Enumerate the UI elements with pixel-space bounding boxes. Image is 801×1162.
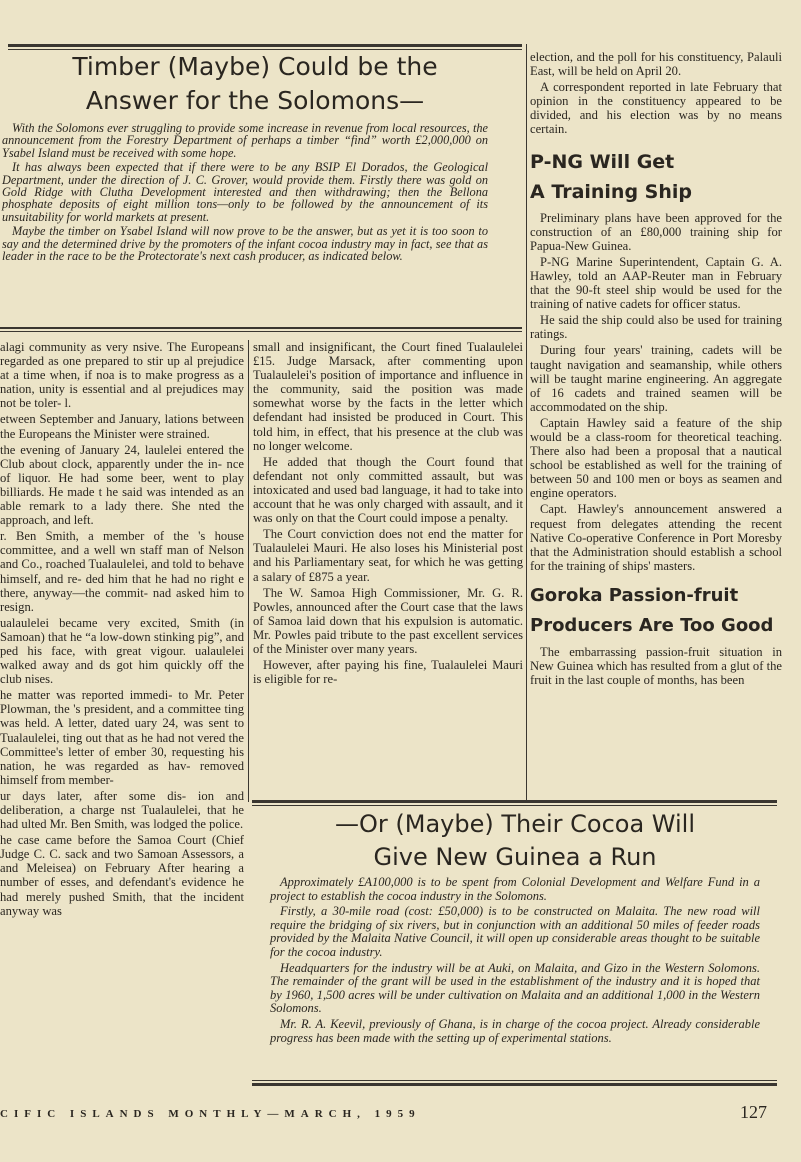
samoa-paragraph: etween September and January, lations between the Europeans the Minister were strained. [0, 412, 244, 441]
samoa-paragraph: he matter was reported immedi- to Mr. Peter Plowman, the 's president, and a committee ting was held. A letter, dated uary 24, was sent to Tualaulelei, ting out that as he had not vered the Committee's letter of ember 30, requesting his nation, he was regarded as hav- removed himself from member- [0, 688, 244, 787]
column-rule [248, 340, 249, 802]
cocoa-headline-line-2: Give New Guinea a Run [373, 843, 657, 871]
top-rule [8, 44, 522, 47]
cocoa-headline [270, 808, 760, 874]
cocoa-top-rule [252, 800, 777, 803]
samoa-story-continued [530, 50, 782, 137]
png-paragraph: Preliminary plans have been approved for the construction of an £80,000 training ship for Papua-New Guinea. [530, 210, 782, 253]
timber-headline-line-2: Answer for the Solomons— [85, 86, 425, 115]
samoa-paragraph: ualaulelei became very excited, Smith (in Samoan) that he “a low-down stinking pig”, and ped his face, with great vigour. ualaulelei walked away and ds got him quickly off the club nises. [0, 615, 244, 687]
goroka-headline [530, 581, 782, 641]
png-paragraph: Capt. Hawley's announcement answered a request from delegates attending the recent Native Co-operative Conference in Port Moresby that the Administration should establish a school for the training of ships' masters. [530, 502, 782, 573]
samoa-paragraph: He added that though the Court found that defendant not only committed assault, but was intoxicated and used bad language, it had to take into account that he was only charged with assault, and it was only on that the Court could impose a penalty. [253, 454, 523, 526]
samoa-paragraph: alagi community as very nsive. The Europeans regarded as one prepared to stir up al prejudice at a time when, if noa is to make progress as a nation, unity is essential and al prejudices may not be toler- l. [0, 340, 244, 411]
cocoa-story [270, 876, 760, 1047]
png-story [530, 211, 782, 573]
samoa-paragraph: r. Ben Smith, a member of the 's house committee, and a well wn staff man of Nelson and Co., roached Tualaulelei, and told to behave himself, and re- ded him that he had no right e there, anyway—the commit- nad asked him to resign. [0, 529, 244, 614]
cocoa-paragraph: Headquarters for the industry will be at Auki, on Malaita, and Gizo in the Western Solomons. The remainder of the grant will be used in the establishment of the industry and it is hoped that by 1960, 1,500 acres will be under cultivation on Malaita and an additional 1,000 in the Western Solomons. [270, 960, 760, 1016]
timber-headline-line-1: Timber (Maybe) Could be the [72, 52, 438, 81]
column-rule [526, 44, 527, 802]
running-footer: CIFIC ISLANDS MONTHLY—MARCH, 1959 [0, 1108, 421, 1120]
png-headline-line-1: P-NG Will Get [530, 150, 675, 173]
cocoa-paragraph: Mr. R. A. Keevil, previously of Ghana, is in charge of the cocoa project. Already considerable progress has been made with the setting up of experimental stations. [270, 1016, 760, 1045]
samoa-paragraph: election, and the poll for his constituency, Palauli East, will be held on April 20. [530, 50, 782, 79]
cocoa-paragraph: Approximately £A100,000 is to be spent from Colonial Development and Welfare Fund in a project to establish the cocoa industry in the Solomons. [270, 875, 760, 903]
samoa-paragraph: The Court conviction does not end the matter for Tualaulelei Mauri. He also loses his Ministerial post and his Parliamentary seat, for which he was getting a salary of £875 a year. [253, 527, 523, 584]
timber-intro-paragraph: It has always been expected that if there were to be any BSIP El Dorados, the Geological Department, under the direction of J. C. Grover, would provide them. Firstly there was gold on Gold Ridge with Clutha Development interested and then withdrawing; then the Bellona phosphate deposits of eight million tons—only to be followed by the announcement of its unsuitability for world markets at present. [2, 160, 488, 224]
samoa-story-middle-column [253, 340, 523, 688]
samoa-paragraph: A correspondent reported in late February that opinion in the constituency appeared to be divided, and his election was by no means certain. [530, 80, 782, 137]
png-paragraph: P-NG Marine Superintendent, Captain G. A. Hawley, told an AAP-Reuter man in February that the 90-ft steel ship would be used for the training of native cadets for officer status. [530, 254, 782, 312]
goroka-paragraph: The embarrassing passion-fruit situation in New Guinea which has resulted from a glut of the fruit in the last couple of months, has been [530, 644, 782, 688]
cocoa-headline-line-1: —Or (Maybe) Their Cocoa Will [334, 810, 696, 838]
cocoa-bottom-rule-thick [252, 1083, 777, 1086]
cocoa-bottom-rule [252, 1080, 777, 1081]
samoa-paragraph: he case came before the Samoa Court (Chief Judge C. C. sack and two Samoan Assessors, a and Meleisea) on February After hearing a number of esses, and defendant's evidence he had merely pushed Smith, that the incident anyway was [0, 833, 244, 918]
cocoa-top-rule-thin [252, 805, 777, 806]
timber-headline [20, 50, 490, 118]
samoa-paragraph: small and insignificant, the Court fined Tualaulelei £15. Judge Marsack, after commenting upon Tualaulelei's position of importance and influence in the community, said the position was made somewhat worse by the facts in the letter which defendant had insisted be produced in Court. This told him, in effect, that his presence at the club was no longer welcome. [253, 340, 523, 453]
png-headline [530, 147, 782, 207]
samoa-story-left-column [0, 340, 244, 1100]
samoa-paragraph: However, after paying his fine, Tualaulelei Mauri is eligible for re- [253, 658, 523, 687]
samoa-paragraph: The W. Samoa High Commissioner, Mr. G. R. Powles, announced after the Court case that the laws of Samoa laid down that his expulsion is automatic. Mr. Powles paid tribute to the past excellent services of the Minister over many years. [253, 585, 523, 656]
right-column [530, 50, 782, 689]
samoa-paragraph: the evening of January 24, laulelei entered the Club about clock, apparently under the in- nce of liquor. He had some beer, went to play billiards. He made t he said was intended as an able remark to a lady there. She nted the approach, and left. [0, 442, 244, 528]
timber-intro-paragraph: Maybe the timber on Ysabel Island will now prove to be the answer, but as yet it is too soon to say and the determined drive by the promoters of the infant cocoa industry may in fact, see that as leader in the race to be the Protectorate's next cash producer, as indicated below. [2, 224, 488, 264]
cocoa-paragraph: Firstly, a 30-mile road (cost: £50,000) is to be constructed on Malaita. The new road will require the bridging of six rivers, but in conjunction with an additional 50 miles of feeder roads provided by the Malaita Native Council, it will open up considerable areas thought to be suitable for the cocoa industry. [270, 904, 760, 959]
page-number: 127 [740, 1102, 767, 1122]
section-divider [0, 327, 522, 329]
goroka-headline-line-2: Producers Are Too Good [530, 614, 774, 636]
section-divider-thin [0, 331, 522, 332]
goroka-story [530, 645, 782, 687]
goroka-headline-line-1: Goroka Passion-fruit [530, 584, 739, 606]
timber-intro [2, 122, 488, 264]
png-headline-line-2: A Training Ship [530, 180, 693, 203]
png-paragraph: During four years' training, cadets will be taught navigation and seamanship, while others will be taught marine engineering. An aggregate of 16 cadets and trained seamen will be accommodated on the ship. [530, 343, 782, 414]
png-paragraph: He said the ship could also be used for training ratings. [530, 313, 782, 342]
samoa-paragraph: ur days later, after some dis- ion and deliberation, a charge nst Tualaulelei, that he had ulted Mr. Ben Smith, was lodged the police. [0, 788, 244, 832]
png-paragraph: Captain Hawley said a feature of the ship would be a class-room for theoretical teaching. There also had been a proposal that a nautical school be established as well for the training of between 50 and 100 men or boys as seamen and engine operators. [530, 415, 782, 501]
timber-intro-paragraph: With the Solomons ever struggling to provide some increase in revenue from local resources, the announcement from the Forestry Department of perhaps a timber “find” worth £2,000,000 on Ysabel Island must be received with some hope. [2, 121, 488, 160]
